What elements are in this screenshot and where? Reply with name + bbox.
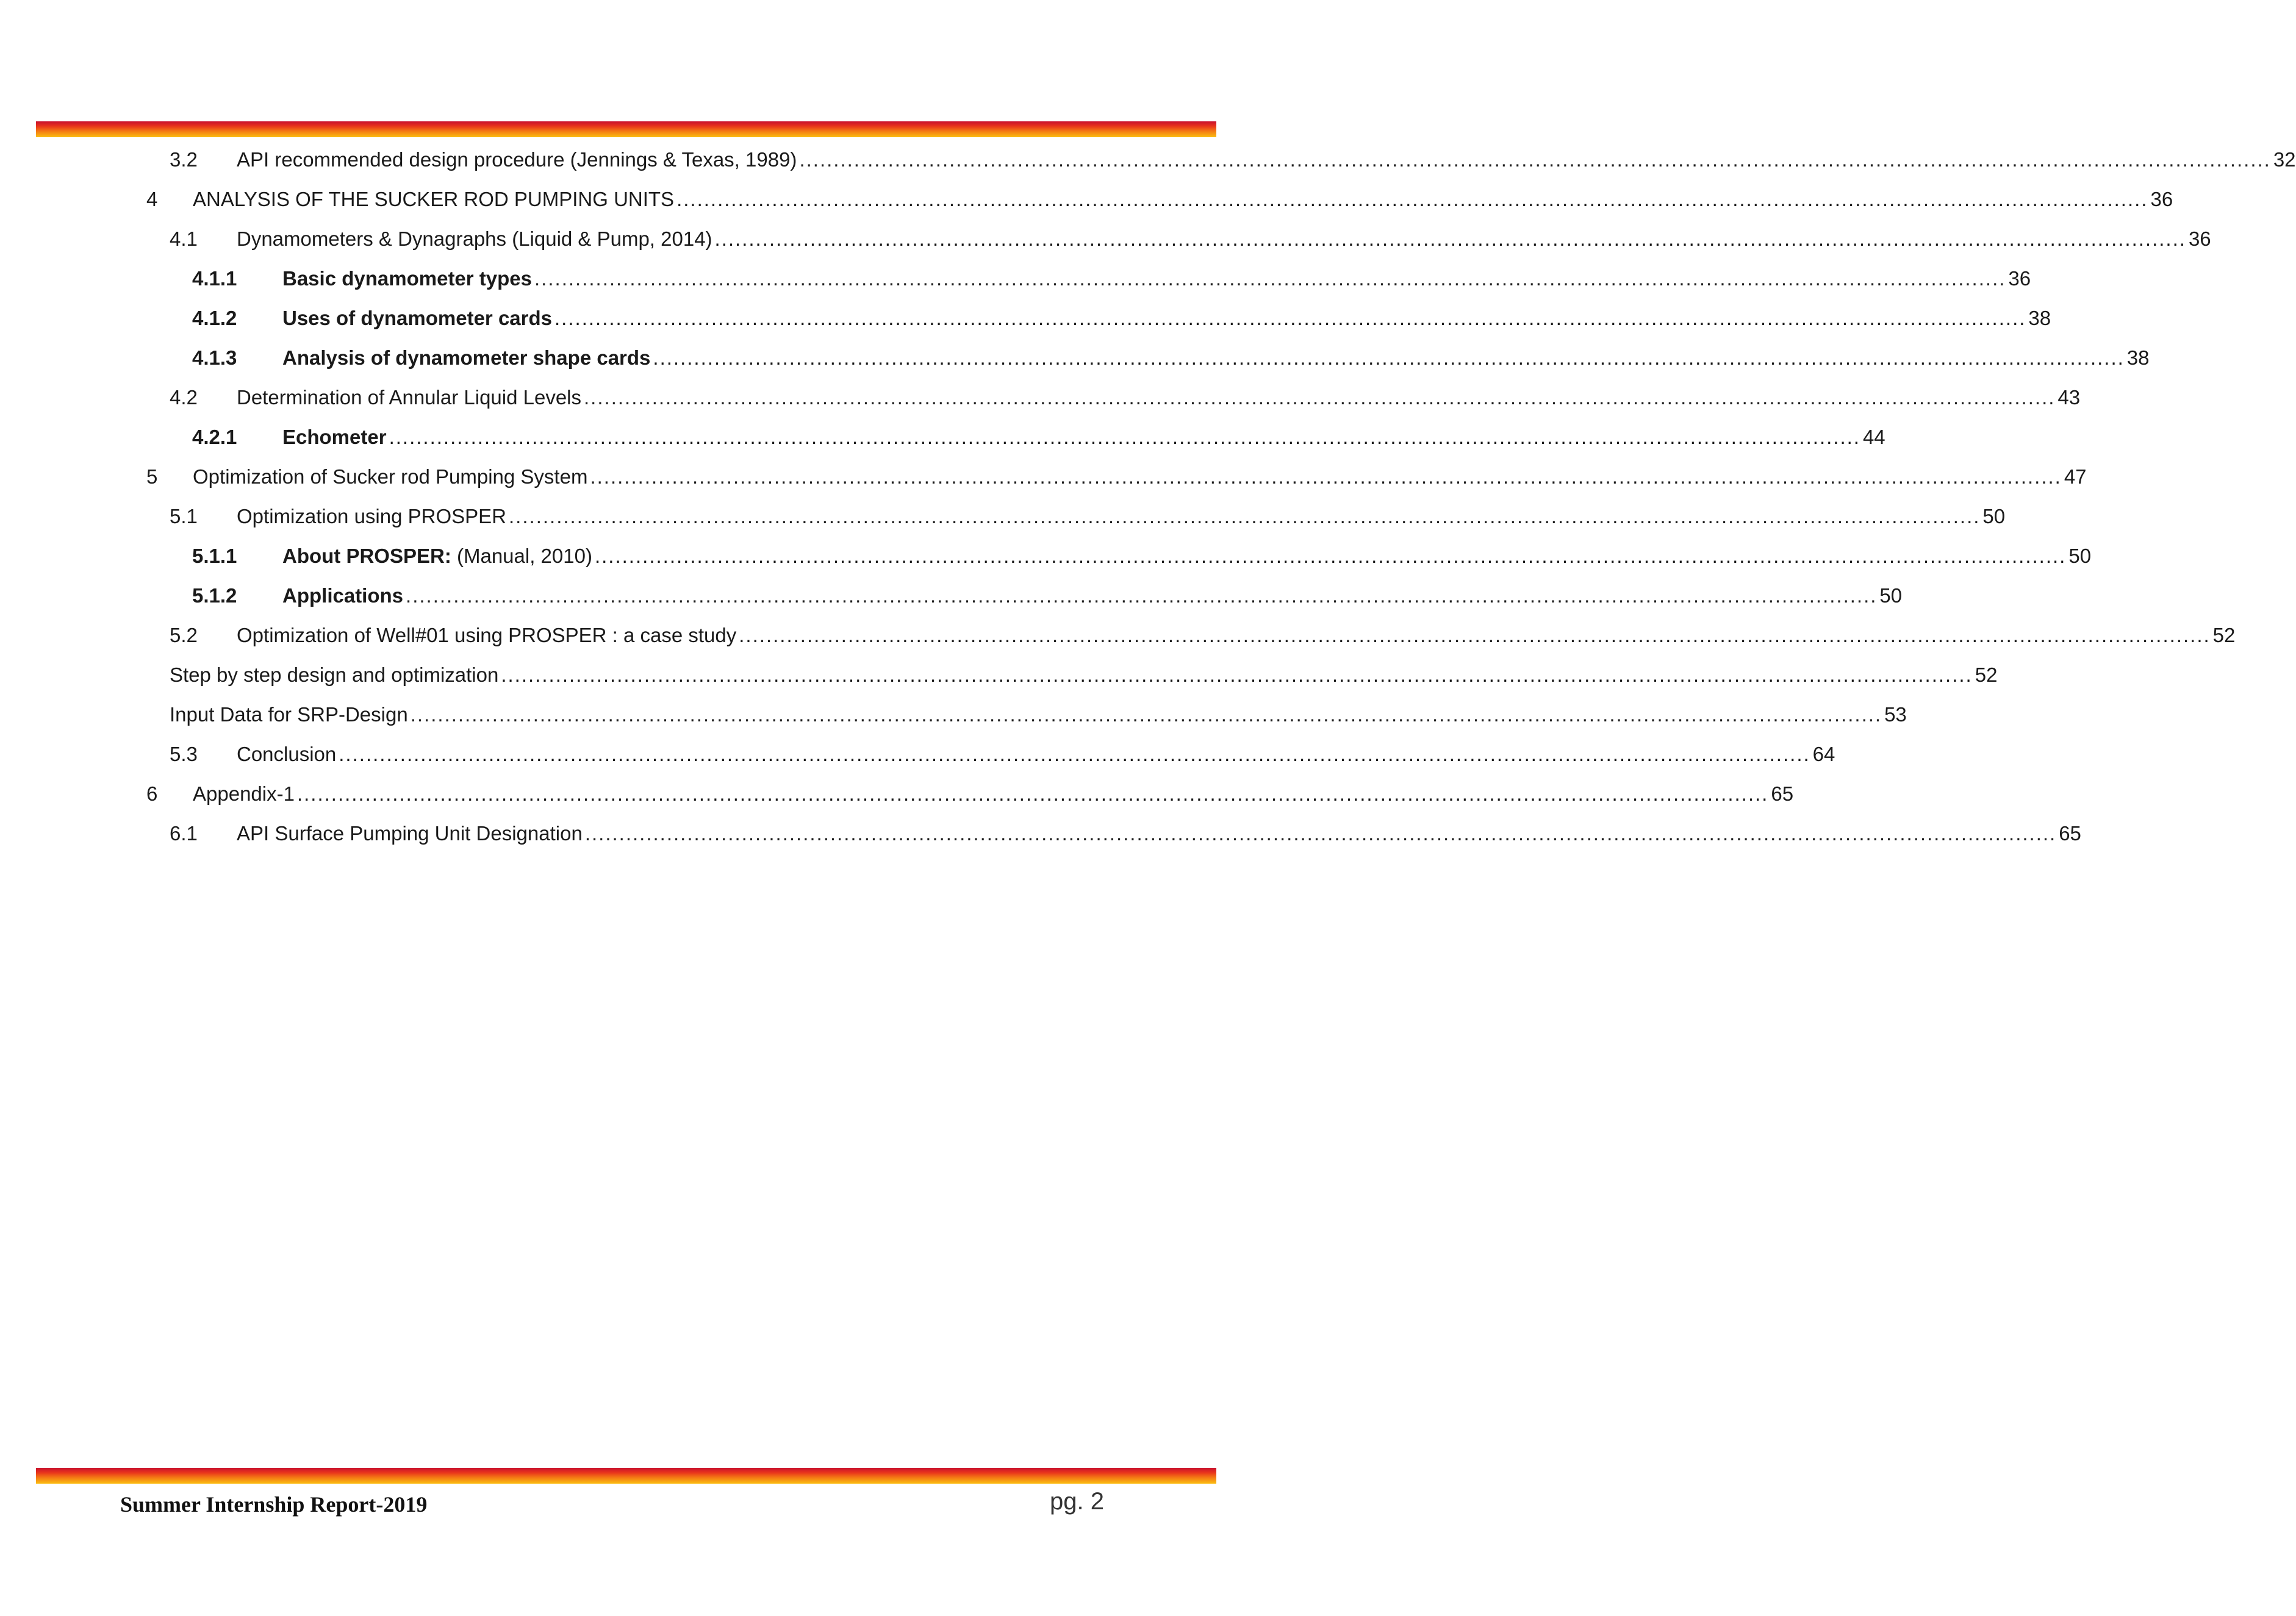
toc-entry[interactable]	[192, 300, 2051, 337]
toc-dot-leader: ........................................................................................................................................................................................................................	[739, 624, 2211, 646]
toc-entry-title: API recommended design procedure (Jennings & Texas, 1989)	[237, 148, 797, 171]
toc-entry[interactable]	[192, 419, 1885, 456]
toc-entry-title: Applications	[282, 584, 404, 607]
toc-entry-number: 4.1.3	[192, 346, 237, 369]
toc-entry-title-bold: About PROSPER:	[282, 545, 451, 567]
footer-report-title: Summer Internship Report-2019	[120, 1492, 428, 1517]
toc-entry[interactable]	[170, 498, 2006, 535]
toc-dot-leader: ........................................................................................................................................................................................................................	[296, 782, 1769, 805]
toc-entry-page: 50	[1879, 584, 1903, 607]
toc-entry[interactable]	[192, 340, 2150, 376]
toc-entry-title: Conclusion	[237, 743, 337, 765]
toc-entry-number: 5.1.1	[192, 545, 237, 567]
toc-dot-leader: ........................................................................................................................................................................................................................	[534, 267, 2006, 290]
toc-entry-page: 47	[2064, 465, 2087, 488]
toc-entry-page: 65	[1771, 782, 1794, 805]
toc-entry-title: Dynamometers & Dynagraphs (Liquid & Pump, 2014)	[237, 227, 712, 250]
toc-entry-page: 50	[1982, 505, 2006, 527]
toc-dot-leader: ........................................................................................................................................................................................................................	[410, 703, 1882, 726]
toc-dot-leader: ........................................................................................................................................................................................................................	[584, 386, 2056, 409]
toc-entry-number: 5	[146, 465, 158, 488]
toc-dot-leader: ........................................................................................................................................................................................................................	[584, 822, 2057, 845]
toc-dot-leader: ........................................................................................................................................................................................................................	[509, 505, 1981, 527]
toc-entry[interactable]	[192, 260, 2031, 297]
toc-entry[interactable]	[192, 577, 1903, 614]
toc-entry-title-citation: (Manual, 2010)	[451, 545, 592, 567]
toc-dot-leader: ........................................................................................................................................................................................................................	[653, 346, 2125, 369]
toc-dot-leader: ........................................................................................................................................................................................................................	[590, 465, 2062, 488]
toc-entry[interactable]	[170, 696, 1907, 733]
toc-entry-number: 6	[146, 782, 158, 805]
toc-entry-page: 38	[2126, 346, 2150, 369]
toc-entry-number: 4.1	[170, 227, 198, 250]
toc-entry[interactable]	[170, 815, 2081, 852]
toc-entry-number: 4.1.2	[192, 307, 237, 329]
toc-entry-number: 5.3	[170, 743, 198, 765]
toc-entry-title: API Surface Pumping Unit Designation	[237, 822, 583, 845]
toc-entry-page: 32	[2273, 148, 2296, 171]
toc-entry-number: 5.1.2	[192, 584, 237, 607]
toc-entry-page: 36	[2150, 188, 2173, 210]
toc-entry-number: 5.2	[170, 624, 198, 646]
toc-entry-title: Uses of dynamometer cards	[282, 307, 553, 329]
toc-entry-page: 38	[2028, 307, 2051, 329]
toc-entry-title: Optimization using PROSPER	[237, 505, 507, 527]
toc-entry-number: 5.1	[170, 505, 198, 527]
toc-entry-page: 36	[2188, 227, 2211, 250]
toc-entry-title: Optimization of Well#01 using PROSPER : a case study	[237, 624, 737, 646]
toc-entry-title: Echometer	[282, 426, 387, 448]
toc-entry[interactable]	[170, 657, 1998, 693]
toc-entry-number: 4.2	[170, 386, 198, 409]
toc-entry-page: 53	[1884, 703, 1907, 726]
toc-entry-title: Analysis of dynamometer shape cards	[282, 346, 651, 369]
toc-entry[interactable]	[146, 459, 2087, 495]
toc-entry-page: 50	[2068, 545, 2092, 567]
toc-entry-page: 52	[1975, 663, 1998, 686]
toc-dot-leader: ........................................................................................................................................................................................................................	[799, 148, 2271, 171]
toc-entry-title: Appendix-1	[193, 782, 295, 805]
toc-dot-leader: ........................................................................................................................................................................................................................	[554, 307, 2026, 329]
toc-entry-number: 4.2.1	[192, 426, 237, 448]
toc-entry-number: 4.1.1	[192, 267, 237, 290]
toc-dot-leader: ........................................................................................................................................................................................................................	[389, 426, 1860, 448]
toc-entry[interactable]	[170, 736, 1835, 773]
toc-entry-page: 44	[1862, 426, 1885, 448]
toc-entry[interactable]	[170, 379, 2081, 416]
toc-dot-leader: ........................................................................................................................................................................................................................	[676, 188, 2148, 210]
footer-color-band	[36, 1468, 1216, 1484]
toc-entry[interactable]	[146, 181, 2173, 218]
toc-entry[interactable]	[170, 221, 2211, 257]
toc-entry-title: Optimization of Sucker rod Pumping System	[193, 465, 588, 488]
toc-entry-page: 43	[2057, 386, 2081, 409]
toc-entry-title: Determination of Annular Liquid Levels	[237, 386, 582, 409]
toc-entry-number: 6.1	[170, 822, 198, 845]
toc-dot-leader: ........................................................................................................................................................................................................................	[714, 227, 2186, 250]
toc-entry[interactable]	[170, 141, 2296, 178]
toc-entry-page: 52	[2212, 624, 2236, 646]
footer-page-number: pg. 2	[1050, 1488, 1104, 1515]
toc-entry-number: 3.2	[170, 148, 198, 171]
toc-dot-leader: ........................................................................................................................................................................................................................	[406, 584, 1878, 607]
toc-entry-title: Basic dynamometer types	[282, 267, 533, 290]
toc-entry-title	[282, 538, 592, 574]
toc-dot-leader: ........................................................................................................................................................................................................................	[339, 743, 1810, 765]
toc-entry-title: Step by step design and optimization	[170, 663, 499, 686]
toc-entry-title: ANALYSIS OF THE SUCKER ROD PUMPING UNITS	[193, 188, 675, 210]
toc-entry-number: 4	[146, 188, 158, 210]
header-color-band	[36, 121, 1216, 137]
toc-entry-page: 36	[2008, 267, 2031, 290]
toc-entry[interactable]	[170, 617, 2236, 654]
toc-entry-page: 65	[2059, 822, 2081, 845]
toc-dot-leader: ........................................................................................................................................................................................................................	[594, 545, 2067, 567]
toc-entry-title: Input Data for SRP-Design	[170, 703, 408, 726]
toc-entry[interactable]	[146, 776, 1794, 812]
toc-entry-page: 64	[1812, 743, 1835, 765]
toc-dot-leader: ........................................................................................................................................................................................................................	[501, 663, 1973, 686]
toc-entry[interactable]	[192, 538, 2092, 574]
